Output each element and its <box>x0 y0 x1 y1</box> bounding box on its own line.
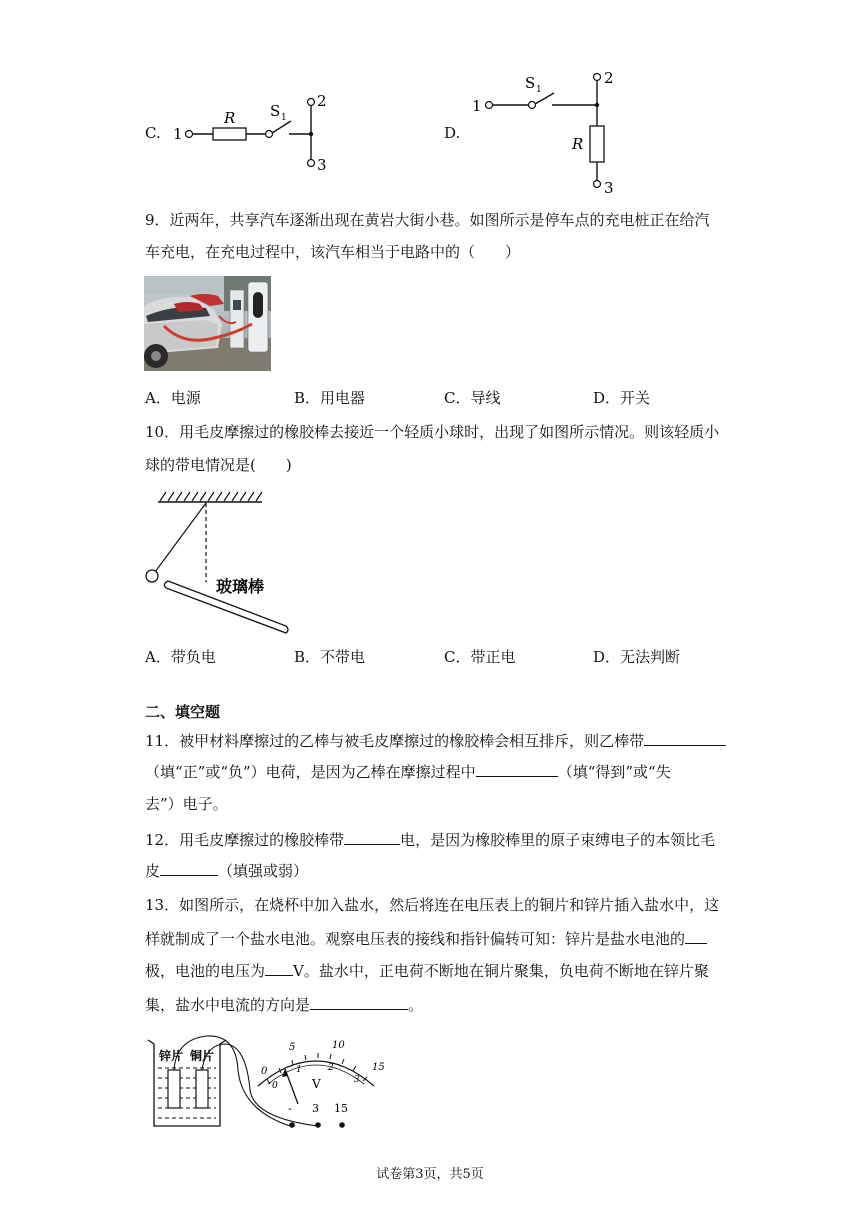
q13-line4 <box>145 995 423 1015</box>
terminal-15 <box>339 1122 345 1128</box>
terminal-15-label: 15 <box>334 1102 348 1115</box>
option-c-label: C. <box>145 124 161 142</box>
q13-text-4a: 集，盐水中电流的方向是 <box>145 996 311 1014</box>
q13-blank-3[interactable] <box>310 995 408 1010</box>
q9-stem-line1: 9．近两年，共享汽车逐渐出现在黄岩大街小巷。如图所示是停车点的充电桩正在给汽 <box>145 211 710 229</box>
option-d-label: D. <box>444 124 461 142</box>
q10-stem-line2: 球的带电情况是( ) <box>145 456 292 474</box>
q11-text-1: 11．被甲材料摩擦过的乙棒与被毛皮摩擦过的橡胶棒会相互排斥，则乙棒带 <box>145 732 645 750</box>
scale-top-10: 10 <box>332 1040 345 1051</box>
terminal-neg-label: - <box>288 1102 292 1115</box>
q10-stem-line1: 10．用毛皮摩擦过的橡胶棒去接近一个轻质小球时，出现了如图所示情况。则该轻质小 <box>145 423 720 441</box>
q9-stem-line2: 车充电，在充电过程中，该汽车相当于电路中的（ ） <box>145 243 521 261</box>
q12-text-2b: （填强或弱） <box>218 862 309 880</box>
q9-option-d[interactable]: D．开关 <box>593 389 651 407</box>
circuit-diagram-d <box>468 66 648 196</box>
q9-option-a[interactable]: A．电源 <box>145 389 201 407</box>
resistor-label: R <box>224 109 236 127</box>
q11-line3: 去”）电子。 <box>145 795 228 813</box>
node-2-label: 2 <box>317 92 327 110</box>
q10-option-b[interactable]: B．不带电 <box>294 648 366 666</box>
q12-text-2a: 皮 <box>145 862 161 880</box>
charging-station-photo <box>144 276 271 371</box>
copper-label: 铜片 <box>190 1049 215 1063</box>
q11-line1 <box>145 731 726 751</box>
scale-bottom-2: 2 <box>328 1063 334 1073</box>
circuit-diagram-c <box>165 88 345 178</box>
q11-text-2b: （填“得到”或“失 <box>557 763 671 781</box>
q13-text-3a: 极，电池的电压为 <box>145 962 266 980</box>
q12-line1 <box>145 830 715 850</box>
switch-label: S <box>525 74 536 92</box>
light-ball <box>146 570 158 582</box>
switch-sub-label: 1 <box>536 85 542 95</box>
q11-blank-2[interactable] <box>476 762 558 777</box>
node-3-label: 3 <box>317 156 327 174</box>
q12-blank-2[interactable] <box>160 861 218 876</box>
q10-option-d[interactable]: D．无法判断 <box>593 648 681 666</box>
q13-text-3b: V。盐水中，正电荷不断地在铜片聚集，负电荷不断地在锌片聚 <box>293 962 709 980</box>
node-3-label: 3 <box>604 179 614 196</box>
q13-text-2a: 样就制成了一个盐水电池。观察电压表的接线和指针偏转可知：锌片是盐水电池的 <box>145 930 686 948</box>
terminal-3-label: 3 <box>312 1102 319 1115</box>
q13-blank-2[interactable] <box>265 961 293 976</box>
q13-line2 <box>145 929 707 949</box>
node-1-label: 1 <box>173 125 183 143</box>
q12-blank-1[interactable] <box>344 830 400 845</box>
q10-option-c[interactable]: C．带正电 <box>444 648 516 666</box>
node-2-label: 2 <box>604 69 614 87</box>
q9-option-c[interactable]: C．导线 <box>444 389 501 407</box>
q12-line2 <box>145 861 308 881</box>
q10-option-a[interactable]: A．带负电 <box>145 648 216 666</box>
resistor-r <box>213 128 246 140</box>
q12-text-1b: 电，是因为橡胶棒里的原子束缚电子的本领比毛 <box>400 831 716 849</box>
scale-bottom-1: 1 <box>296 1065 302 1075</box>
rod-label: 玻璃棒 <box>216 577 265 596</box>
q11-text-2a: （填“正”或“负”）电荷，是因为乙棒在摩擦过程中 <box>145 763 476 781</box>
zinc-label: 锌片 <box>159 1049 184 1063</box>
scale-top-0: 0 <box>261 1066 268 1077</box>
page-footer: 试卷第3页，共5页 <box>376 1167 484 1182</box>
switch-label: S <box>270 102 281 120</box>
q11-line2 <box>145 762 671 782</box>
q11-blank-1[interactable] <box>644 731 726 746</box>
saltwater-battery-figure <box>146 1030 396 1130</box>
scale-top-5: 5 <box>289 1042 296 1053</box>
q13-line3 <box>145 961 709 981</box>
scale-bottom-3: 3 <box>354 1075 360 1085</box>
zinc-plate <box>168 1070 180 1108</box>
q13-text-4b: 。 <box>408 996 424 1014</box>
resistor-label: R <box>572 135 584 153</box>
copper-plate <box>196 1070 208 1108</box>
scale-top-15: 15 <box>372 1062 385 1073</box>
switch-sub-label: 1 <box>281 113 287 123</box>
q13-blank-1[interactable] <box>685 929 707 944</box>
node-1-label: 1 <box>472 97 482 115</box>
section-title: 二、填空题 <box>145 703 221 721</box>
resistor-r <box>590 126 604 162</box>
q13-line1: 13．如图所示，在烧杯中加入盐水，然后将连在电压表上的铜片和锌片插入盐水中，这 <box>145 896 720 914</box>
scale-bottom-0: 0 <box>272 1081 278 1091</box>
terminal-3 <box>315 1122 321 1128</box>
pendulum-rod-figure <box>140 488 300 636</box>
terminal-neg <box>289 1122 295 1128</box>
unit-label: V <box>312 1077 321 1091</box>
q12-text-1a: 12．用毛皮摩擦过的橡胶棒带 <box>145 831 345 849</box>
q9-option-b[interactable]: B．用电器 <box>294 389 366 407</box>
